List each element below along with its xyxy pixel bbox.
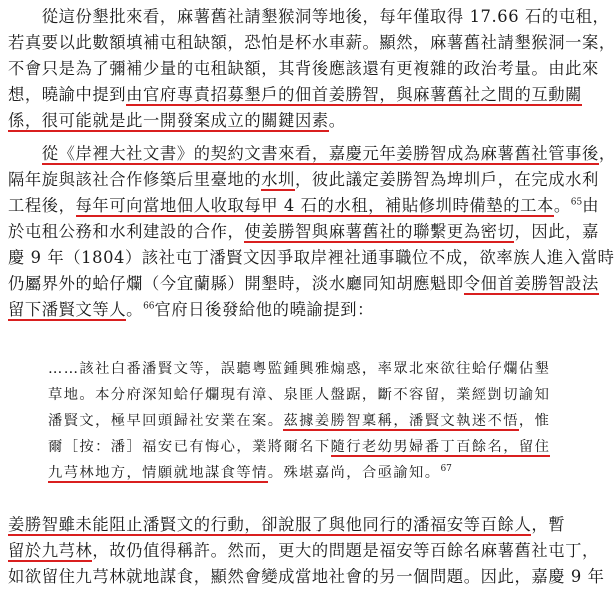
plain-text: 於屯租公務和水利建設的合作， bbox=[8, 222, 245, 241]
plain-text: ，暫 bbox=[531, 515, 566, 534]
quote-line: ……該社白番潘賢文等，誤聽粵監鍾興雅煽惑，率眾北來欲往蛤仔爛佔墾 bbox=[48, 361, 551, 377]
paragraph-3 bbox=[8, 512, 605, 590]
underlined-text: 九芎林地方，情願就地謀食等情 bbox=[48, 465, 268, 481]
text-line bbox=[8, 167, 599, 193]
plain-text: ，彼此議定姜勝智為埤圳戶，在完成水利 bbox=[295, 170, 599, 189]
text-line bbox=[8, 538, 599, 564]
paragraph-1 bbox=[8, 4, 616, 134]
plain-text: 仍屬界外的蛤仔爛（今宜蘭縣）開墾時，淡水廳同知胡應魁即 bbox=[8, 274, 464, 293]
text-line bbox=[8, 512, 568, 538]
footnote-marker[interactable]: 67 bbox=[440, 464, 452, 475]
plain-text: 。 bbox=[553, 196, 571, 215]
underlined-text: 從《岸裡大社文書》的契約文書來看，嘉慶元年姜勝智成為麻薯舊社管事後 bbox=[41, 144, 599, 163]
text-line: 如欲留住九芎林就地謀食，顯然會變成當地社會的另一個問題。因此，嘉慶 9 年 bbox=[8, 567, 605, 586]
plain-text: 潘賢文，極早回頭歸社安業在案。 bbox=[48, 413, 284, 429]
indent bbox=[8, 144, 42, 163]
plain-text: 想，曉諭中提到 bbox=[8, 85, 127, 104]
plain-text: 由 bbox=[582, 196, 600, 215]
text-line bbox=[8, 271, 599, 297]
plain-text: 爾［按：潘］福安已有悔心，業將爾名下 bbox=[48, 439, 331, 455]
underlined-text: 每年可向當地佃人收取每甲 4 石的水租，補貼修圳時備墊的工本 bbox=[75, 196, 554, 215]
footnote-marker[interactable]: 66 bbox=[143, 301, 155, 312]
plain-text: ， bbox=[598, 144, 616, 163]
underlined-text: 令佃首姜勝智設法 bbox=[463, 274, 599, 293]
text-line bbox=[8, 141, 616, 167]
plain-text: 。 bbox=[126, 300, 144, 319]
quote-line bbox=[48, 434, 568, 460]
underlined-text: 水圳 bbox=[261, 170, 295, 189]
text-line bbox=[8, 193, 600, 219]
block-quote bbox=[48, 356, 568, 486]
quote-line bbox=[48, 408, 568, 434]
plain-text: ，故仍值得稱許。然而，更大的問題是福安等百餘名麻薯舊社屯丁， bbox=[92, 541, 599, 560]
plain-text: 工程後， bbox=[8, 196, 76, 215]
text-line bbox=[8, 82, 582, 108]
underlined-text: 由官府專責招募墾戶的佃首姜勝智，與麻薯舊社之間的互動關 bbox=[126, 85, 582, 104]
plain-text: 隔年旋與該社合作修築后里臺地的 bbox=[8, 170, 262, 189]
paragraph-2 bbox=[8, 141, 616, 323]
quote-line: 草地。本分府深知蛤仔爛現有漳、泉匪人盤踞，斷不容留，業經剴切諭知 bbox=[48, 387, 551, 403]
text-line: 若真要以此數額填補屯租缺額，恐怕是杯水車薪。顯然，麻薯舊社請墾猴洞一案， bbox=[8, 33, 616, 52]
underlined-text: 使姜勝智與麻薯舊社的聯繫更為密切 bbox=[244, 222, 515, 241]
text-line bbox=[8, 297, 568, 323]
text-line: 從這份墾批來看，麻薯舊社請墾猴洞等地後，每年僅取得 17.66 石的屯租， bbox=[8, 7, 610, 26]
text-line: 不會只是為了彌補少量的屯租缺額，其背後應該還有更複雜的政治考量。由此來 bbox=[8, 59, 599, 78]
quote-line bbox=[48, 460, 568, 486]
text-line: 慶 9 年（1804）該社屯丁潘賢文因爭取岸裡社通事職位不成，欲率族人進入當時 bbox=[8, 248, 615, 267]
plain-text: ，因此，嘉 bbox=[514, 222, 599, 241]
plain-text: 官府日後發給他的曉諭提到： bbox=[154, 300, 374, 319]
underlined-text: 茲據姜勝智稟稱，潘賢文執迷不悟 bbox=[283, 413, 519, 429]
text-line bbox=[8, 219, 599, 245]
underlined-text: 留於九芎林 bbox=[8, 541, 93, 560]
text-line bbox=[8, 108, 568, 134]
plain-text: ，惟 bbox=[518, 413, 551, 429]
underlined-text: 姜勝智雖未能阻止潘賢文的行動，卻說服了與他同行的潘福安等百餘人 bbox=[8, 515, 532, 534]
underlined-text: 隨行老幼男婦番丁百餘名，留住 bbox=[330, 439, 551, 455]
plain-text: 。殊堪嘉尚，合亟諭知。 bbox=[267, 465, 441, 481]
underlined-text: 係，很可能就是此一開發案成立的關鍵因素 bbox=[8, 111, 329, 130]
footnote-marker[interactable]: 65 bbox=[570, 197, 583, 208]
underlined-text: 留下潘賢文等人 bbox=[8, 300, 127, 319]
plain-text: 。 bbox=[328, 111, 346, 130]
